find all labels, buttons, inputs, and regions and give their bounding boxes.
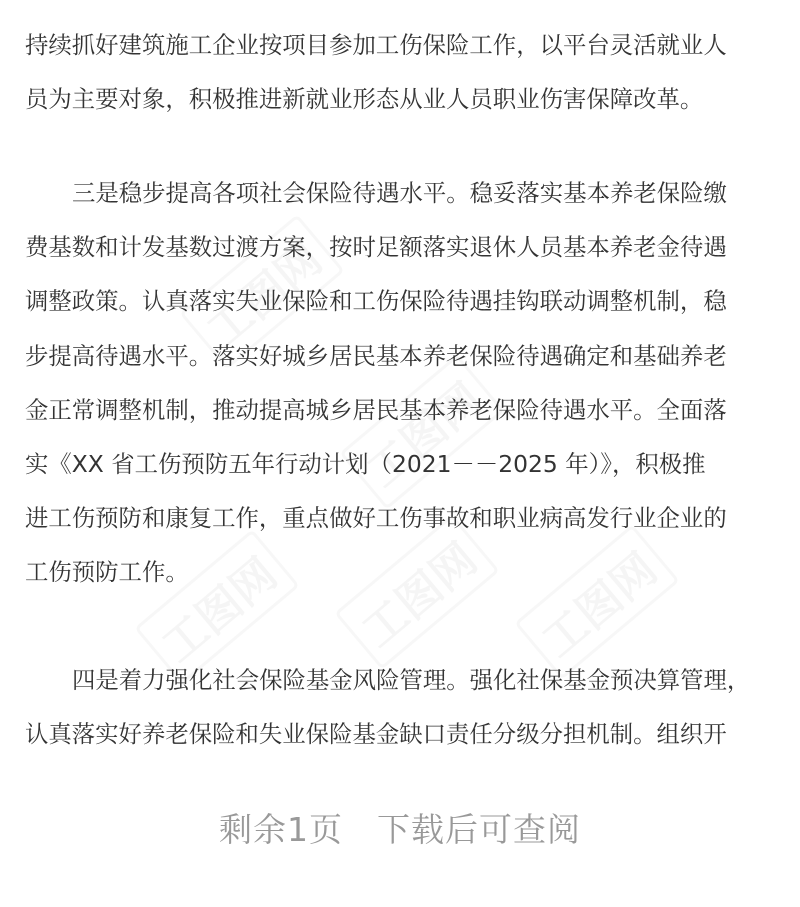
watermark: 工图网 <box>134 529 300 685</box>
text-line: 持续抓好建筑施工企业按项目参加工伤保险工作，以平台灵活就业人 <box>25 31 727 59</box>
text-line: 金正常调整机制，推动提高城乡居民基本养老保险待遇水平。全面落 <box>25 395 727 424</box>
text-line: 三是稳步提高各项社会保险待遇水平。稳妥落实基本养老保险缴 <box>72 179 727 207</box>
remaining-pages-download-link[interactable]: 剩余1页 下载后可查阅 <box>219 810 581 849</box>
watermark: 工图网 <box>339 354 505 510</box>
paragraph <box>25 18 727 126</box>
paragraph <box>25 653 750 761</box>
watermark: 工图网 <box>514 524 680 680</box>
text-line: 四是着力强化社会保险基金风险管理。强化社保基金预决算管理， <box>72 666 751 694</box>
paragraph <box>25 166 727 600</box>
text-line: 员为主要对象，积极推进新就业形态从业人员职业伤害保障改革。 <box>25 85 704 114</box>
watermark: 工图网 <box>179 214 345 370</box>
text-line: 认真落实好养老保险和失业保险基金缺口责任分级分担机制。组织开 <box>25 720 727 749</box>
text-line: 费基数和计发基数过渡方案，按时足额落实退休人员基本养老金待遇 <box>25 233 727 262</box>
text-line: 步提高待遇水平。落实好城乡居民基本养老保险待遇确定和基础养老 <box>25 341 727 370</box>
text-line: 进工伤预防和康复工作，重点做好工伤事故和职业病高发行业企业的 <box>25 504 727 533</box>
text-line: 调整政策。认真落实失业保险和工伤保险待遇挂钩联动调整机制，稳 <box>25 287 727 316</box>
watermark: 工图网 <box>334 514 500 670</box>
text-line: 实《XX 省工伤预防五年行动计划（2021－－2025 年）》，积极推 <box>25 449 706 478</box>
text-line: 工伤预防工作。 <box>25 558 189 587</box>
